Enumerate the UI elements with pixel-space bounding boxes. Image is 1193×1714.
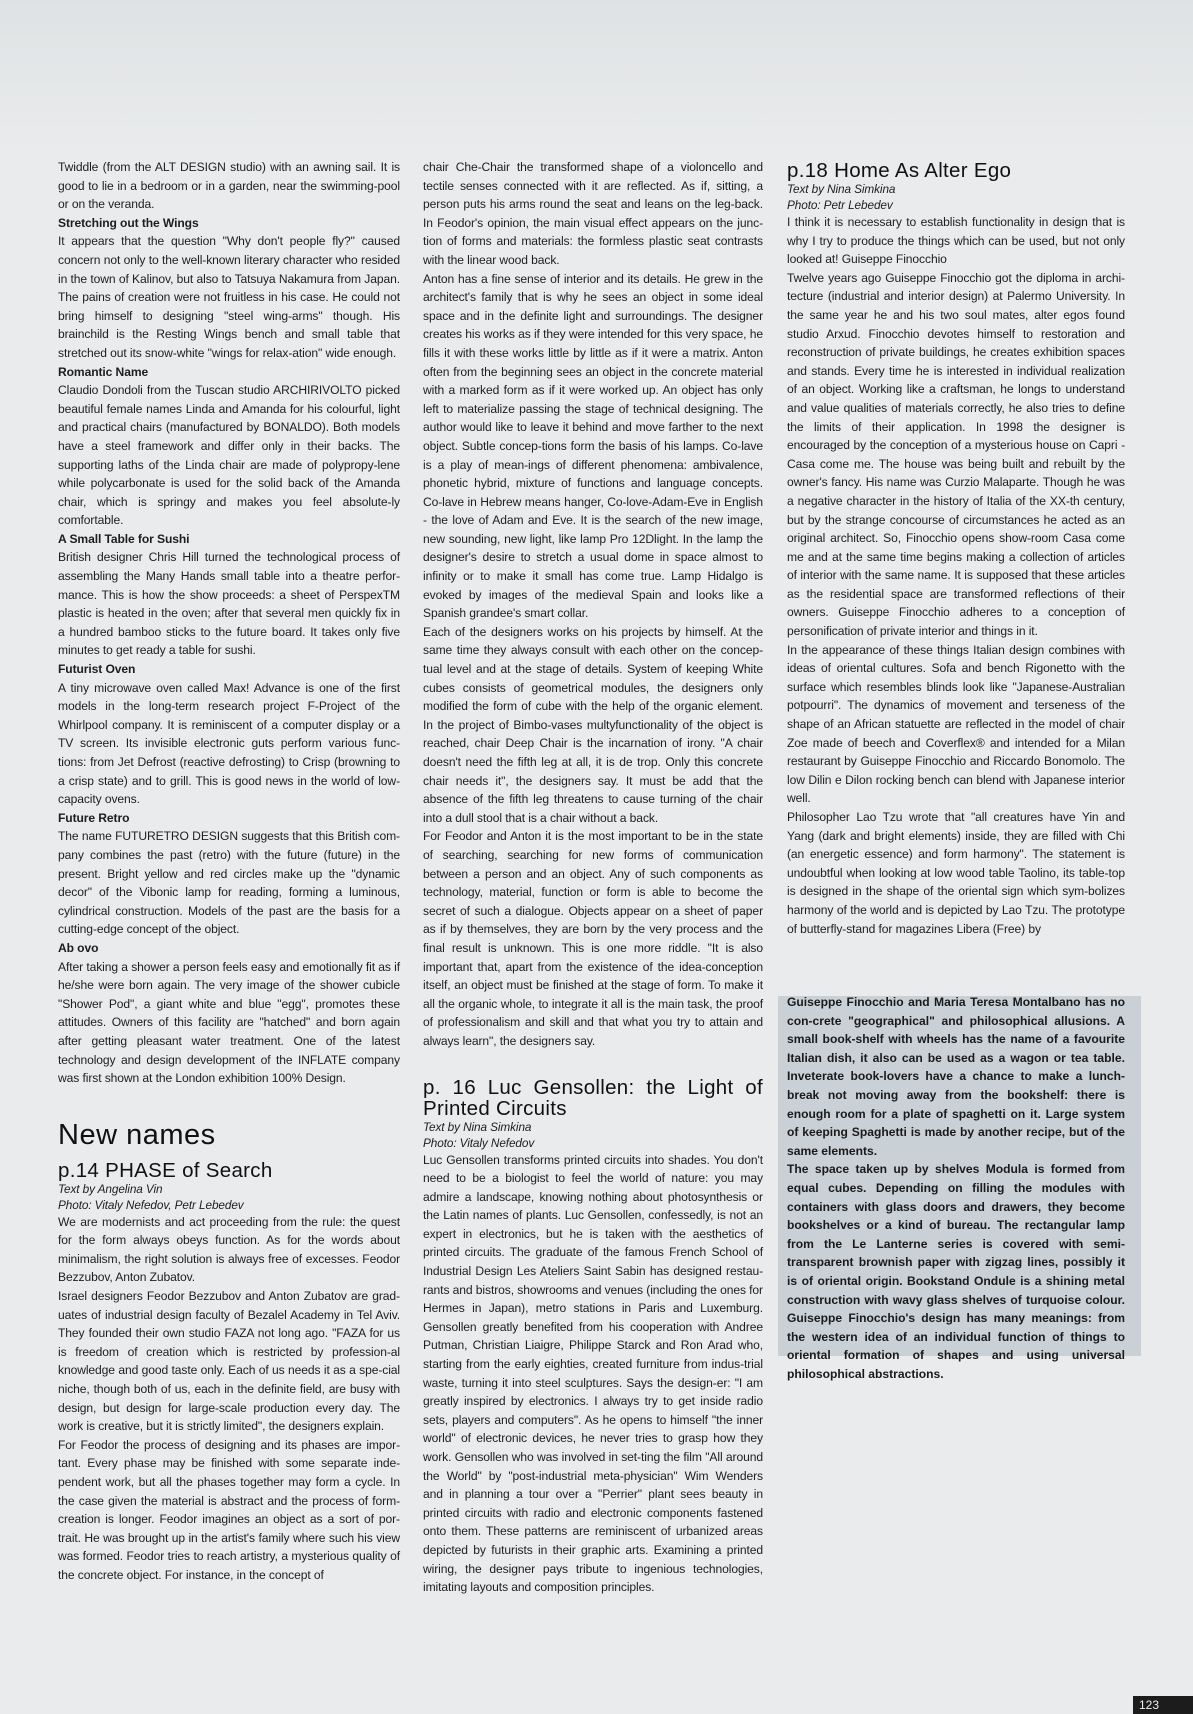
subheading: A Small Table for Sushi	[58, 531, 190, 546]
text-credit: Text by Nina Simkina	[787, 182, 896, 196]
paragraph: The space taken up by shelves Modula is formed from equal cubes. Depending on filling the modules with containers with glass doors and drawers, they become bookshelves or a kind of bureau. The rectangular lamp from the Le Lanterne series is covered with semi-transparent brownish paper with zigzag lines, possibly it is of oriental origin. Bookstand Ondule is a shining metal construction with wavy glass shelves of turquoise colour. Guiseppe Finocchio's design has many meanings: from the western idea of an individual function of things to oriental formation of shapes and using universal philosophical abstractions.	[787, 1162, 1125, 1381]
subheading: Futurist Oven	[58, 662, 136, 677]
paragraph: For Feodor and Anton it is the most important to be in the state of searching, searching for new forms of communication between a person and an object. Any of such components as technology, material, function or form is able to become the secret of such a dialogue. Objects appear on a sheet of paper as if by themselves, they are born by the very process and the final result is unknown. This is one more riddle. "It is also important that, apart from the existence of the idea-conception itself, an object must be finished at the stage of form. To make it all the organic whole, to integrate it all is the main task, the proof of professionalism and skill and that what you try to attain and always learn", the designers say.	[423, 829, 763, 1048]
paragraph: A tiny microwave oven called Max! Advance is one of the first models in the long-term research project F-Project of the Whirlpool company. It is reminiscent of a computer display or a TV screen. Its invisible electronic guts perform various func-tions: from Jet Defrost (reactive defrosting) to Crisp (browning to a crisp state) and to grill. This is good news in the world of low-capacity ovens.	[58, 680, 400, 807]
column-2	[423, 158, 763, 1597]
photo-credit: Photo: Vitaly Nefedov, Petr Lebedev	[58, 1197, 244, 1212]
column-1	[58, 158, 400, 1585]
paragraph: After taking a shower a person feels easy and emotionally fit as if he/she were born again. The very image of the shower cubicle "Shower Pod", a giant white and blue "egg", promotes these attitudes. Owners of this facility are "hatched" and born again after getting pleasant water treatment. One of the latest technology and design development of the INFLATE company was first shown at the London exhibition 100% Design.	[58, 959, 400, 1086]
article-title: p.14 PHASE of Search	[58, 1158, 273, 1182]
section-title: New names	[58, 1118, 216, 1151]
paragraph: British designer Chris Hill turned the technological process of assembling the Many Hands small table into a theatre perfor-mance. This is how the show proceeds: a sheet of PerspexTM plastic is heated in the oven; after that several men quickly fix in a hundred bamboo sticks to the future board. It takes only five minutes to get ready a table for sushi.	[58, 550, 400, 658]
paragraph: Claudio Dondoli from the Tuscan studio ARCHIRIVOLTO picked beautiful female names Linda and Amanda for his colourful, light and practical chairs (manufactured by BONALDO). Both models have a steel framework and differ only in their backs. The supporting laths of the Linda chair are made of polypropy-lene while polycarbonate is used for the solid back of the Amanda chair, which is springy and makes you feel absolute-ly comfortable.	[58, 383, 400, 528]
shaded-box-text	[787, 993, 1125, 1383]
paragraph: Anton has a fine sense of interior and its details. He grew in the architect's family that is why he sees an object in some ideal space and in the definite light and surroundings. The designer creates his works as if they were intended for this very space, he fills it with these works little by little as if it were a matrix. Anton often from the beginning sees an object in the concrete material with a marked form as if it were worked up. An object has only left to materialize passing the stage of technical designing. The author would like to leave it behind and move farther to the next object. Subtle concep-tions form the basis of his lamps. Co-lave is a play of mean-ings of different phenomena: ambivalence, phonetic hybrid, mixture of functions and language concepts. Co-lave in Hebrew means hanger, Co-love-Adam-Eve in English - the love of Adam and Eve. It is the search of the new image, new sounding, new light, like lamp Pro 12Dlight. In the lamp the designer's desire to stretch a usual dome in space almost to infinity or to make it small has come true. Lamp Hidalgo is evoked by images of the medieval Spain and looks like a Spanish grandee's smart collar.	[423, 271, 763, 621]
photo-credit: Photo: Vitaly Nefedov	[423, 1135, 535, 1150]
page-number: 123	[1133, 1696, 1193, 1714]
subheading: Stretching out the Wings	[58, 215, 199, 230]
column-3	[787, 160, 1125, 938]
paragraph: For Feodor the process of designing and its phases are impor-tant. Every phase may be finished with some separate inde-pendent work, but all the phases together may form a cycle. In the case given the material is abstract and the process of form-creation is longer. Feodor imagines an object as a sort of por-trait. He was brought up in the artist's family where such his view was formed. Feodor tries to reach artistry, a mysterious quality of the concrete object. For instance, in the concept of	[58, 1437, 400, 1582]
paragraph: Philosopher Lao Tzu wrote that "all creatures have Yin and Yang (dark and bright elements) inside, they are filled with Chi (an energetic essence) and form harmony". The statement is undoubtful when looking at low wood table Taolino, its table-top is designed in the shape of the oriental sign which sym-bolizes harmony of the world and is depicted by Lao Tzu. The prototype of butterfly-stand for magazines Libera (Free) by	[787, 810, 1125, 936]
paragraph: Luc Gensollen transforms printed circuits into shades. You don't need to be a biologist to feel the world of nature: you may admire a landscape, knowing nothing about photosynthesis or the Latin names of plants. Luc Gensollen, confessedly, is not an expert in electronics, but he is taken with the aesthetics of printed circuits. The graduate of the famous French School of Industrial Design Les Ateliers Saint Sabin has designed restau-rants and bistros, showrooms and venues (including the ones for Hermes in Japan), metro stations in Paris and Luxemburg. Gensollen greatly benefited from his cooperation with Andree Putman, Christian Liaigre, Philippe Starck and Ron Arad who, starting from the early eighties, created furniture from indus-trial waste, turning it into steel sculptures. Says the design-er: "I am greatly inspired by electronics. I always try to get inside radio sets, players and computers". As he opens to himself "the inner world" of electronic devices, he never tries to grasp how they work. Gensollen who was involved in set-ting the film "All around the World" by "post-industrial meta-physician" Wim Wenders and in planning a tour over a "Perrier" plant sees beauty in printed circuits with radio and electronic components fastened onto them. These patterns are reminiscent of urbanized areas depicted by futurists in their graphic arts. Examining a printed wiring, the designer pays tribute to ingenious technologies, imitating layouts and composition principles.	[423, 1152, 763, 1595]
photo-credit: Photo: Petr Lebedev	[787, 198, 893, 212]
paragraph: Each of the designers works on his projects by himself. At the same time they always consult with each other on the concep-tual level and at the stage of details. System of keeping White cubes consists of geometrical modules, the designers only modified the form of cube with the help of the organic element. In the project of Bimbo-vases multyfunctionality of the object is reached, chair Deep Chair is the incarnation of irony. "A chair doesn't need the fifth leg at all, it is de trop. Only this concrete chair needs it", the designers say. It must be add that the absence of the fifth leg threatens to cause turning of the chair into a dull stool that is a chair without a back.	[423, 624, 763, 825]
paragraph: The name FUTURETRO DESIGN suggests that this British com-pany combines the past (retro) with the future (future) in the present. Bright yellow and red circles make up the "dynamic decor" of the Vibonic lamp for reading, forming a luminous, cylindrical construction. Models of the past are the basis for a cutting-edge concept of the object.	[58, 829, 400, 937]
paragraph: Twelve years ago Guiseppe Finocchio got the diploma in archi-tecture (industrial and interior design) at Palermo University. In the same year he and his two soul mates, alter egos found studio Arxud. Finocchio devotes himself to restoration and reconstruction of private buildings, he creates exhibition spaces and stands. Every time he is interested in individual realization of an object. Working like a craftsman, he longs to understand and value qualities of materials correctly, he also tries to define the limits of their application. In 1998 the designer is encouraged by the conception of a mysterious house on Capri - Casa come me. The house was being built and rebuilt by the owner's fancy. His name was Curzio Malaparte. Though he was a negative character in the history of Italia of the XX-th century, but by the strange concourse of circumstances he acted as an original architect. So, Finocchio opens show-room Casa come me and at the same time begins making a collection of articles of interior with the same name. It is supposed that these articles as the residential space are transformed reflections of their owners. Guiseppe Finocchio adheres to a conception of personification of private interior and things in it.	[787, 270, 1125, 639]
article-title: p. 16 Luc Gensollen: the Light of Printed Circuits	[423, 1075, 763, 1120]
paragraph: chair Che-Chair the transformed shape of a violoncello and tectile senses connected with it are reflected. As if, sitting, a person puts his arms round the seat and leans on the leg-back. In Feodor's opinion, the main visual effect appears on the junc-tion of forms and materials: the formless plastic seat contrasts with the linear wood back.	[423, 160, 763, 267]
paragraph: Twiddle (from the ALT DESIGN studio) with an awning sail. It is good to lie in a bedroom or in a garden, near the swimming-pool or on the veranda.	[58, 160, 400, 212]
text-credit: Text by Nina Simkina	[423, 1119, 532, 1134]
paragraph: I think it is necessary to establish functionality in design that is why I try to produce the things which can be used, but not only looked at! Guiseppe Finocchio	[787, 215, 1125, 267]
subheading: Ab ovo	[58, 940, 99, 955]
paragraph: It appears that the question "Why don't people fly?" caused concern not only to the well-known literary character who resided in the town of Kalinov, but also to Tatsuya Nakamura from Japan. The pains of creation were not fruitless in his case. He could not bring himself to designing "steel wing-arms" though. His brainchild is the Resting Wings bench and small table that stretched out its snow-white "wings for relax-ation" wide enough.	[58, 234, 400, 360]
top-band	[0, 0, 1193, 150]
paragraph: We are modernists and act proceeding from the rule: the quest for the form always obeys function. As for the words about minimalism, the right solution is always free of excesses. Feodor Bezzubov, Anton Zubatov.	[58, 1214, 400, 1285]
paragraph: Guiseppe Finocchio and Maria Teresa Montalbano has no con-crete "geographical" and philosophical allusions. A small book-shelf with wheels has the name of a favourite Italian dish, it also can be used as a wagon or tea table. Inveterate book-lovers have a chance to make a lunch-break not moving away from the bookshelf: there is enough room for a plate of spaghetti on it. Large system of keeping Spaghetti is made by another recipe, but of the same elements.	[787, 995, 1125, 1158]
subheading: Romantic Name	[58, 364, 149, 379]
paragraph: Israel designers Feodor Bezzubov and Anton Zubatov are grad-uates of industrial design faculty of Bezalel Academy in Tel Aviv. They founded their own studio FAZA not long ago. "FAZA for us is freedom of creation which is restricted by profession-al knowledge and good taste only. Each of us needs it as a spe-cial niche, though both of us, each in the definite field, are busy with design, but design for large-scale production every day. The work is creative, but it is strictly limited", the designers explain.	[58, 1289, 400, 1434]
subheading: Future Retro	[58, 810, 130, 825]
article-title: p.18 Home As Alter Ego	[787, 159, 1012, 182]
paragraph: In the appearance of these things Italian design combines with ideas of oriental cultures. Sofa and bench Rigonetto with the surface which resembles blinds look like "Japanese-Australian potpourri". The dynamics of movement and terseness of the shape of an African statuette are reflected in the model of chair Zoe made of beech and Coverflex® and intended for a Milan restaurant by Guiseppe Finocchio and Riccardo Bonomolo. The low Dilin e Dilon rocking bench can blend with Japanese interior well.	[787, 642, 1125, 806]
text-credit: Text by Angelina Vin	[58, 1181, 163, 1196]
